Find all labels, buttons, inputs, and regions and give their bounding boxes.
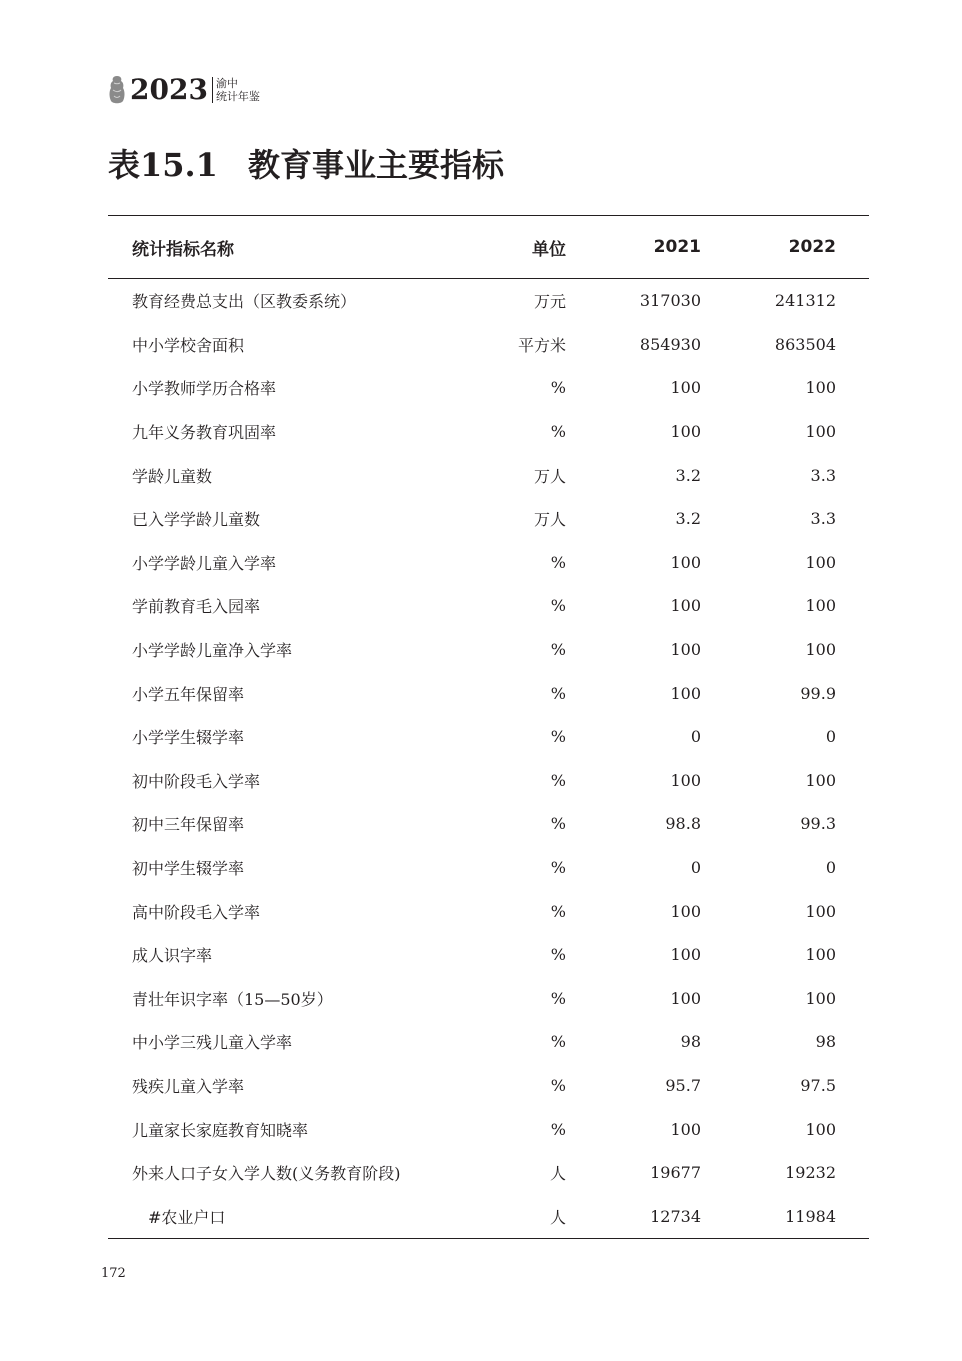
row-unit: % xyxy=(550,640,566,660)
table-row xyxy=(108,279,869,323)
table-row xyxy=(108,759,869,803)
table-row xyxy=(108,889,869,933)
row-unit: % xyxy=(550,1075,566,1095)
row-value-2021: 100 xyxy=(670,422,701,442)
row-value-2022: 99.9 xyxy=(800,683,836,703)
table-row xyxy=(108,715,869,759)
table-header-row xyxy=(108,216,869,278)
row-value-2022: 100 xyxy=(805,945,836,965)
table-row xyxy=(108,410,869,454)
row-value-2021: 3.2 xyxy=(675,509,701,529)
row-value-2021: 12734 xyxy=(650,1206,701,1226)
row-name: 成人识字率 xyxy=(132,946,213,966)
row-value-2021: 317030 xyxy=(639,291,701,311)
yearbook-year: 2023 xyxy=(130,73,208,106)
row-value-2021: 100 xyxy=(670,683,701,703)
row-value-2021: 0 xyxy=(690,858,701,878)
row-name: 学龄儿童数 xyxy=(132,466,213,486)
row-name: 九年义务教育巩固率 xyxy=(132,423,277,443)
table-row xyxy=(108,977,869,1021)
row-value-2021: 100 xyxy=(670,552,701,572)
row-value-2022: 98 xyxy=(815,1032,836,1052)
row-value-2022: 100 xyxy=(805,770,836,790)
row-value-2021: 100 xyxy=(670,770,701,790)
row-value-2022: 100 xyxy=(805,378,836,398)
row-name: 小学学龄儿童入学率 xyxy=(132,553,277,573)
row-value-2022: 100 xyxy=(805,1119,836,1139)
table-row xyxy=(108,846,869,890)
row-name: 小学五年保留率 xyxy=(132,684,245,704)
row-name: 已入学学龄儿童数 xyxy=(132,510,261,530)
row-value-2022: 100 xyxy=(805,422,836,442)
row-value-2022: 100 xyxy=(805,988,836,1008)
row-unit: 万元 xyxy=(533,292,566,312)
yearbook-name xyxy=(212,77,260,103)
row-value-2022: 11984 xyxy=(785,1206,836,1226)
row-value-2021: 100 xyxy=(670,596,701,616)
row-name: 初中学生辍学率 xyxy=(132,859,245,879)
table-row xyxy=(108,1151,869,1195)
row-name: 教育经费总支出（区教委系统） xyxy=(132,292,357,312)
row-unit: % xyxy=(550,552,566,572)
row-unit: 万人 xyxy=(533,510,566,530)
table-row xyxy=(108,366,869,410)
row-unit: % xyxy=(550,988,566,1008)
row-unit: % xyxy=(550,901,566,921)
row-unit: % xyxy=(550,596,566,616)
row-value-2022: 3.3 xyxy=(810,465,836,485)
row-name: 小学学龄儿童净入学率 xyxy=(132,641,293,661)
row-unit: % xyxy=(550,378,566,398)
row-value-2021: 100 xyxy=(670,988,701,1008)
education-indicators-table xyxy=(108,215,869,1239)
table-row xyxy=(108,541,869,585)
table-row xyxy=(108,1020,869,1064)
row-value-2022: 97.5 xyxy=(800,1075,836,1095)
row-value-2021: 100 xyxy=(670,378,701,398)
table-row xyxy=(108,802,869,846)
row-name: 中小学校舍面积 xyxy=(132,335,245,355)
column-header-name: 统计指标名称 xyxy=(132,239,234,260)
row-value-2021: 854930 xyxy=(639,334,701,354)
row-value-2021: 0 xyxy=(690,727,701,747)
table-body xyxy=(108,279,869,1238)
row-unit: % xyxy=(550,1119,566,1139)
row-name: #农业户口 xyxy=(148,1207,226,1227)
row-unit: % xyxy=(550,945,566,965)
row-value-2022: 100 xyxy=(805,552,836,572)
row-name: 小学教师学历合格率 xyxy=(132,379,277,399)
table-row xyxy=(108,1064,869,1108)
row-value-2021: 98.8 xyxy=(665,814,701,834)
row-name: 小学学生辍学率 xyxy=(132,728,245,748)
table-number: 表15.1 xyxy=(108,146,218,184)
table-title-text: 教育事业主要指标 xyxy=(247,146,504,184)
row-value-2021: 95.7 xyxy=(665,1075,701,1095)
statue-logo-icon xyxy=(108,75,126,105)
row-value-2021: 98 xyxy=(680,1032,701,1052)
table-title xyxy=(108,140,504,186)
table-row xyxy=(108,628,869,672)
row-unit: 人 xyxy=(549,1164,566,1184)
row-name: 残疾儿童入学率 xyxy=(132,1076,245,1096)
row-name: 青壮年识字率（15—50岁） xyxy=(132,989,333,1009)
row-unit: 平方米 xyxy=(517,335,566,355)
table-row xyxy=(108,1194,869,1238)
table-row xyxy=(108,497,869,541)
table-row xyxy=(108,323,869,367)
page-number: 172 xyxy=(101,1266,126,1281)
row-unit: % xyxy=(550,770,566,790)
row-name: 学前教育毛入园率 xyxy=(132,597,261,617)
table-row xyxy=(108,671,869,715)
row-value-2022: 99.3 xyxy=(800,814,836,834)
row-value-2021: 19677 xyxy=(650,1163,701,1183)
row-name: 外来人口子女入学人数(义务教育阶段) xyxy=(132,1164,401,1184)
row-unit: % xyxy=(550,683,566,703)
row-unit: % xyxy=(550,1032,566,1052)
row-value-2021: 100 xyxy=(670,945,701,965)
row-unit: % xyxy=(550,422,566,442)
row-value-2022: 100 xyxy=(805,640,836,660)
row-value-2022: 0 xyxy=(825,858,836,878)
row-name: 儿童家长家庭教育知晓率 xyxy=(132,1120,309,1140)
row-unit: % xyxy=(550,727,566,747)
table-row xyxy=(108,453,869,497)
row-value-2021: 100 xyxy=(670,640,701,660)
table-bottom-rule xyxy=(108,1238,869,1239)
yearbook-name-line2: 统计年鉴 xyxy=(215,90,260,103)
row-value-2022: 0 xyxy=(825,727,836,747)
row-unit: 人 xyxy=(549,1207,566,1227)
yearbook-name-line1: 渝中 xyxy=(215,77,238,90)
row-unit: % xyxy=(550,858,566,878)
table-row xyxy=(108,584,869,628)
table-row xyxy=(108,1107,869,1151)
table-row xyxy=(108,933,869,977)
row-value-2022: 100 xyxy=(805,596,836,616)
yearbook-header xyxy=(108,72,260,108)
row-name: 中小学三残儿童入学率 xyxy=(132,1033,293,1053)
row-value-2022: 19232 xyxy=(785,1163,836,1183)
row-value-2022: 241312 xyxy=(774,291,836,311)
column-header-unit: 单位 xyxy=(532,239,566,260)
row-value-2021: 3.2 xyxy=(675,465,701,485)
row-unit: 万人 xyxy=(533,466,566,486)
row-value-2021: 100 xyxy=(670,1119,701,1139)
row-name: 初中三年保留率 xyxy=(132,815,245,835)
column-header-2022: 2022 xyxy=(788,237,836,257)
row-value-2021: 100 xyxy=(670,901,701,921)
row-name: 初中阶段毛入学率 xyxy=(132,771,261,791)
row-unit: % xyxy=(550,814,566,834)
row-value-2022: 3.3 xyxy=(810,509,836,529)
column-header-2021: 2021 xyxy=(653,237,701,257)
row-name: 高中阶段毛入学率 xyxy=(132,902,261,922)
row-value-2022: 100 xyxy=(805,901,836,921)
row-value-2022: 863504 xyxy=(774,334,836,354)
